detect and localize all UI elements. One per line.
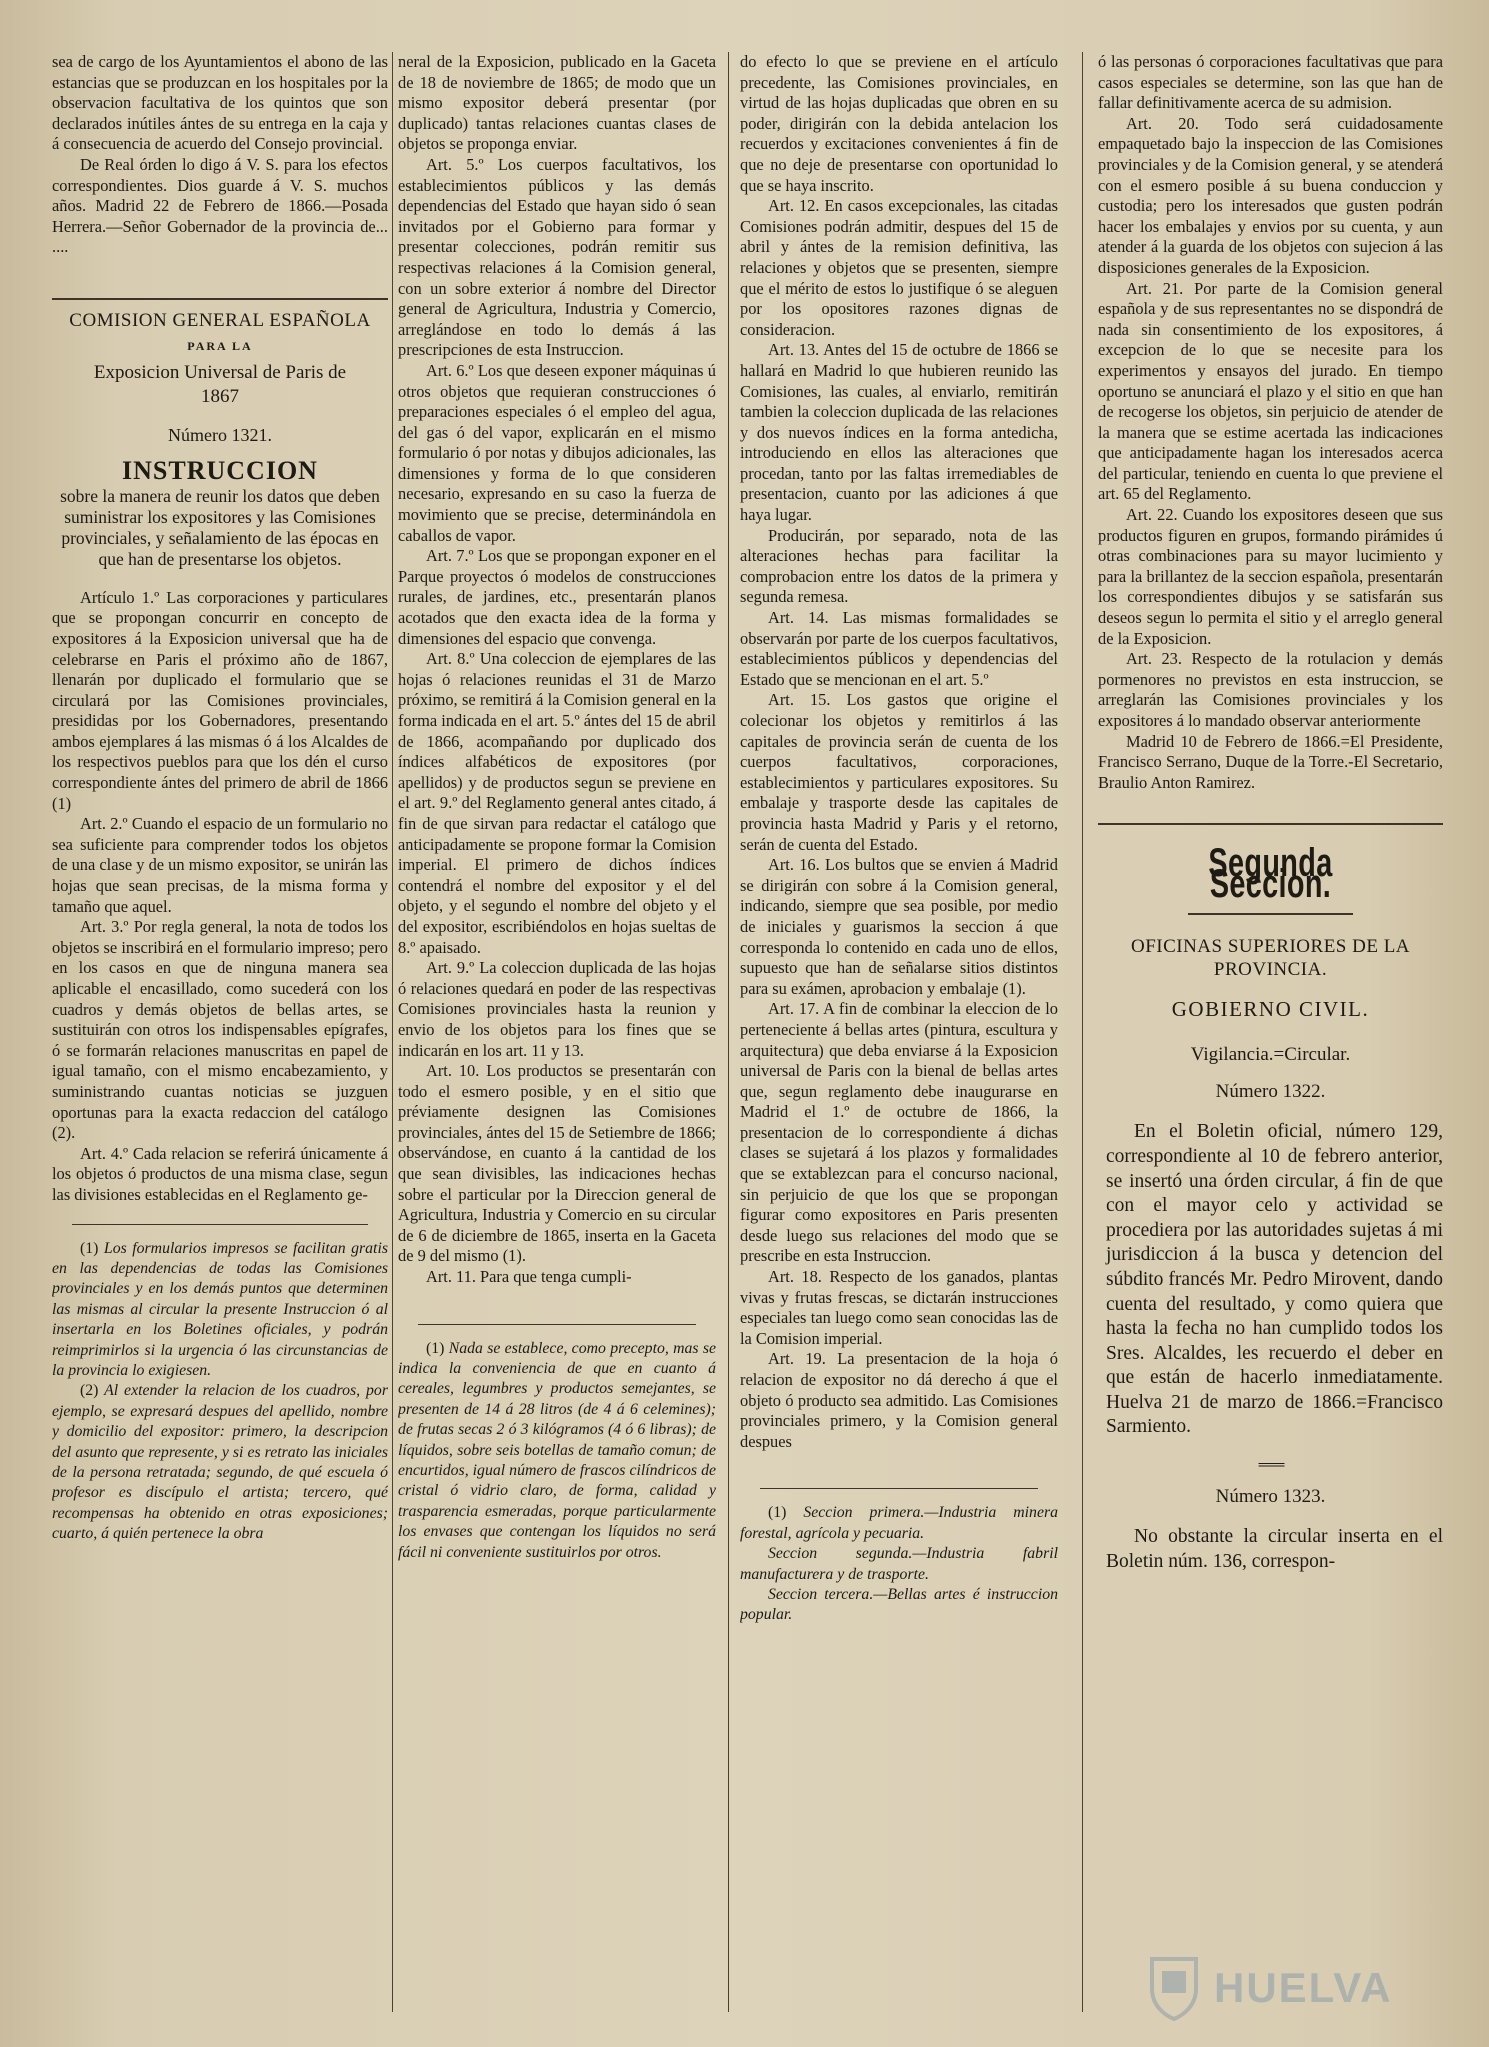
circular-body: En el Boletin oficial, número 129, correspondiente al 10 de febrero anterior, se insertó una órden circular, á fin de que con el mayor celo y actividad se procediera por las autoridades sujetas á mi jurisdiccion á la busca y detencion del súbdito francés Mr. Pedro Mirovent, dando cuenta del resultado, y como quiera que hasta la fecha no han cumplido todos los Sres. Alcaldes, les recuerdo el deber en que están de hacerlo inmediatamente. Huelva 21 de marzo de 1866.=Francisco Sarmiento. [1106,1121,1443,1438]
section-divider [1188,913,1353,915]
paragraph: Producirán, por separado, nota de las alteraciones hechas para facilitar la comprobacion entre los datos de la primera y segunda remesa. [740,525,1058,607]
expo-year: 1867 [201,385,239,407]
article: Art. 7.º Los que se propongan exponer en el Parque proyectos ó modelos de construcciones rurales, de jardines, etc., presentarán planos acotados que den exacta idea de la forma y dimensiones del espacio que convenga. [398,546,716,648]
article: Art. 11. Para que tenga cumpli- [426,1267,632,1287]
footnote [52,1239,388,1382]
column-rule [1082,52,1083,2012]
article: Art. 15. Los gastos que origine el colecionar los objetos y remitirlos á las capitales de provincia serán de cuenta de los cuerpos facultativos, corporaciones, establecimientos y particulares expositores. Su embalaje y trasporte desde las capitales de provincia hasta Madrid y Paris y el retorno, serán de cuenta del Estado. [740,690,1058,854]
stamp-label: HUELVA [1214,1964,1393,2011]
column-3 [740,52,1058,2012]
footnote-text: Seccion primera.—Industria minera forestal, agrícola y pecuaria. [740,1504,1058,1542]
paragraph: do efecto lo que se previene en el artículo precedente, las Comisiones provinciales, en virtud de las hojas duplicadas que obren en su poder, dirigirán con la debida antelacion los recuerdos y excitaciones convenientes á fin de que no deje de presentarse con oportunidad lo que se haya inscrito. [740,52,1058,195]
footnote [52,1381,388,1544]
article: Art. 19. La presentacion de la hoja ó relacion de expositor no dá derecho á que el objeto ó producto sea admitido. Las Comisiones provinciales primero, y la Comision general despues [740,1349,1058,1451]
article: Art. 6.º Los que deseen exponer máquinas ú otros objetos que requieran construcciones ó preparaciones especiales ó el empleo del agua, del gas ó del vapor, explicarán en el mismo formulario ó por notas y dibujos adicionales, las dimensiones y forma de lo que consideren necesario, expresando en su caso la fuerza de movimiento que se precise, determinándola en caballos de vapor. [398,360,716,545]
shield-icon [1148,1955,1200,2021]
section-divider [52,298,388,300]
circular-body: No obstante la circular inserta en el Boletin núm. 136, correspon- [1106,1526,1443,1572]
instruccion-subtitle: sobre la manera de reunir los datos que deben suministrar los expositores y las Comisiones provinciales, y señalamiento de las épocas en que han de presentarse los objetos. [60,485,380,569]
article: Art. 5.º Los cuerpos facultativos, los establecimientos públicos y las demás dependencias del Estado que hayan sido ó sean invitados por el Gobierno para formar y presentar colecciones, podrán remitir sus respectivas relaciones á la Comision general, con un sobre exterior á nombre del Director general de Agricultura, Industria y Comercio, arreglándose en todo lo demás á las prescripciones de esta Instruccion. [398,154,716,360]
oficinas-heading: OFICINAS SUPERIORES DE LA PROVINCIA. [1130,935,1411,980]
vigilancia-heading: Vigilancia.=Circular. [1190,1044,1351,1066]
article: Art. 2.º Cuando el espacio de un formulario no sea suficiente para comprender todos los objetos de una clase y de un mismo expositor, se unirán las hojas que sean precisas, de la misma forma y tamaño que aquel. [52,814,388,916]
article: Art. 14. Las mismas formalidades se observarán por parte de los cuerpos facultativos, establecimientos públicos y dependencias del Estado que se mencionan en el art. 5.º [740,608,1058,689]
section-divider [1098,823,1443,825]
column-2 [398,52,716,2012]
column-4 [1098,52,1443,2012]
document-number: Número 1323. [1215,1485,1326,1507]
footnote-mark: (1) [426,1339,445,1357]
column-1 [52,52,388,2012]
double-rule: ═══ [1258,1458,1283,1474]
article: Art. 21. Por parte de la Comision general española y de sus representantes no se dispondrá de nada sin consentimiento de los expositores, á excepcion de lo que se necesite para los experimentos y ensayos del jurado. En tiempo oportuno se anunciará el plazo y el sitio en que han de recogerse los objetos, sin perjuicio de atender de la manera que se estime acertada las indicaciones que anticipadamente hagan los interesados acerca del particular, teniendo en cuenta lo que previene el art. 65 del Reglamento. [1098,278,1443,504]
footnote [398,1339,716,1563]
document-number: Número 1322. [1215,1080,1326,1102]
column-rule [728,52,729,2012]
footnote-divider [760,1488,1038,1489]
article: Art. 9.º La coleccion duplicada de las hojas ó relaciones quedará en poder de las respectivas Comisiones provinciales hasta la reunion y envio de los objetos para los fines que se indicarán en los art. 11 y 13. [398,958,716,1060]
article: Art. 4.º Cada relacion se referirá únicamente á los objetos ó productos de una misma clase, segun las divisiones establecidas en el Reglamento ge- [52,1143,388,1204]
document-number: Número 1321. [168,424,272,445]
footnote-line: Seccion tercera.—Bellas artes é instruccion popular. [740,1586,1058,1624]
footnote-text: Nada se establece, como precepto, mas se indica la conveniencia de que en cuanto á cereales, legumbres y productos semejantes, se presenten de 14 á 28 litros (de 4 á 6 celemines); de frutas secas 2 ó 3 kilógramos (4 ó 6 libras); de líquidos, sobre seis botellas de tamaño comun; de encurtidos, igual número de frascos cilíndricos de cristal ó vidrio claro, de forma, calidad y trasparencia esmeradas, porque particularmente los envases que contengan los líquidos no será fácil ni conveniente sustituirlos por otros. [398,1339,716,1561]
footnote-text: Al extender la relacion de los cuadros, por ejemplo, se expresará despues del apellido, nombre y domicilio del expositor: primero, la descripcion del asunto que represente, y si es retrato las iniciales de la persona retratada; segundo, de qué escuela ó profesor es discípulo el artista; tercero, qué recompensas ha obtenido en otras exposiciones; cuarto, á quién pertenece la obra [52,1382,388,1543]
footnote-mark: (1) [80,1239,99,1257]
article: Art. 18. Respecto de los ganados, plantas vivas y frutas frescas, se dictarán instrucciones especiales tan luego como sean conocidas las de la Comision imperial. [740,1267,1058,1348]
para-la-label: PARA LA [187,338,253,353]
footnote-divider [418,1324,696,1325]
article: Art. 23. Respecto de la rotulacion y demás pormenores no previstos en esta instruccion, se arreglarán las Comisiones provinciales y los expositores á lo mandado observar anteriormente [1098,649,1443,730]
article: Art. 12. En casos excepcionales, las citadas Comisiones podrán admitir, despues del 15 de abril y ántes de la remision definitiva, las relaciones y objetos que se presenten, siempre que el mérito de estos lo justifique ó se aleguen por los opositores razones dignas de consideracion. [740,196,1058,339]
article: Art. 20. Todo será cuidadosamente empaquetado bajo la inspeccion de las Comisiones provinciales y de la Comision general, y se atenderá con el esmero posible á su buena conduccion y custodia; pero los interesados que gusten podrán hacer los embalajes y envios por su cuenta, y aun atender á la guarda de los objetos con sujecion á las disposiciones generales de la Exposicion. [1098,113,1443,277]
comision-title: COMISION GENERAL ESPAÑOLA [69,309,371,331]
article: Art. 17. A fin de combinar la eleccion de lo perteneciente á bellas artes (pintura, escultura y arquitectura) que deba enviarse á la Exposicion universal de Paris con la bienal de bellas artes que, segun reglamento debe inaugurarse en Madrid el 1.º de octubre de 1866, la presentacion de lo correspondiente á dichas clases se sujetará á los plazos y formalidades que se extablezcan para el concurso nacional, sin perjuicio de que los que se propongan figurar como expositores en Paris presenten desde luego sus relaciones del modo que se prescribe en esta Instruccion. [740,999,1058,1266]
paragraph: ó las personas ó corporaciones facultativas que para casos especiales se determine, son las que han de fallar definitivamente acerca de su admision. [1098,52,1443,113]
footnote [740,1503,1058,1544]
signature: Madrid 10 de Febrero de 1866.=El Presidente, Francisco Serrano, Duque de la Torre.-El Secretario, Braulio Anton Ramirez. [1098,731,1443,792]
paragraph: neral de la Exposicion, publicado en la Gaceta de 18 de noviembre de 1865; de modo que un mismo expositor deberá presentar (por duplicado) tantas relaciones cuantas clases de objetos se proponga enviar. [398,52,716,154]
paragraph: De Real órden lo digo á V. S. para los efectos correspondientes. Dios guarde á V. S. muchos años. Madrid 22 de Febrero de 1866.—Posada Herrera.—Señor Gobernador de la provincia de... .... [52,154,388,257]
footnote-divider [72,1224,368,1225]
footnote-text: Los formularios impresos se facilitan gratis en las dependencias de todas las Comisiones provinciales y en los demás puntos que determinen las mismas al circular la presente Instruccion ó al insertarla en los Boletines oficiales, y podrán reimprimirlos si la urgencia ó las circunstancias de la provincia lo exigiesen. [52,1239,388,1379]
instruccion-heading: INSTRUCCION [122,456,318,486]
article: Art. 22. Cuando los expositores deseen que sus productos figuren en grupos, formando pirámides ú otras combinaciones para su mayor lucimiento y para la brillantez de la seccion española, presentarán los correspondientes dibujos y se satisfarán sus deseos segun lo permita el sitio y el arreglo general de la Exposicion. [1098,505,1443,648]
footnote-mark: (1) [768,1504,787,1522]
article: Art. 10. Los productos se presentarán con todo el esmero posible, y en el sitio que préviamente designen las Comisiones provinciales, ántes del 15 de Setiembre de 1866; observándose, en cuanto á la cantidad de los que sean divisibles, las indicaciones hechas sobre el particular por la Direccion general de Agricultura, Industria y Comercio en su circular de 6 de diciembre de 1865, inserta en la Gaceta de 9 del mismo (1). [398,1061,716,1266]
footnote-mark: (2) [80,1382,99,1400]
gobierno-heading: GOBIERNO CIVIL. [1171,996,1370,1021]
library-stamp [1148,1948,1448,2028]
expo-title: Exposicion Universal de Paris de [93,361,347,383]
article: Art. 8.º Una coleccion de ejemplares de las hojas ó relaciones reunidas el 31 de Marzo próximo, se remitirá á la Comision general en la forma indicada en el art. 5.º ántes del 15 de abril de 1866, acompañando por duplicado dos índices alfabéticos de expositores (por apellidos) y de productos segun se previene en el art. 9.º del Reglamento general antes citado, á fin de que sirvan para redactar el catálogo que anticipadamente se propone formar la Comision imperial. El primero de dichos índices contendrá el nombre del expositor y el del objeto, y el segundo el nombre del objeto y el del expositor, escribiéndolos en hojas sueltas de 8.º apaisado. [398,649,716,957]
column-rule [392,52,393,2012]
paragraph: sea de cargo de los Ayuntamientos el abono de las estancias que se produzcan en los hospitales por la observacion facultativa de los quintos que son declarados inútiles ántes de su entrega en la caja y á consecuencia de acuerdo del Consejo provincial. [52,52,388,154]
article: Art. 16. Los bultos que se envien á Madrid se dirigirán con sobre á la Comision general, indicando, siempre que sea posible, por medio de iniciales y guarismos la seccion á que corresponda lo contenido en cada uno de ellos, supuesto que han de señalarse sitios distintos para su exámen, aprobacion y embalaje (1). [740,855,1058,998]
article: Art. 13. Antes del 15 de octubre de 1866 se hallará en Madrid lo que hubieren reunido las Comisiones, las cuales, al enviarlo, remitirán tambien la coleccion duplicada de las relaciones y dos nuevos índices en la forma antedicha, introduciendo en ellos las alteraciones que procedan, tanto por las faltas irremediables de presentacion, cuanto por las adiciones á que haya lugar. [740,340,1058,525]
footnote-line: Seccion segunda.—Industria fabril manufacturera y de trasporte. [740,1545,1058,1583]
article: Artículo 1.º Las corporaciones y particulares que se propongan concurrir en concepto de expositores á la Exposicion universal que ha de celebrarse en Paris el próximo año de 1867, llenarán por duplicado el formulario que se circulará por las Comisiones provinciales, presididas por los Gobernadores, presentando ambos ejemplares á las mismas ó á los Alcaldes de los respectivos pueblos para que los dén el curso correspondiente ántes del primero de abril de 1866 (1) [52,587,388,813]
section-heading: Segunda Seccion. [1208,841,1333,906]
article: Art. 3.º Por regla general, la nota de todos los objetos se inscribirá en el formulario impreso; pero en los casos en que de ninguna manera sea aplicable el encasillado, como sucederá con los cuadros y demás objetos de bellas artes, se sustituirán con otros los indispensables epígrafes, ó se formarán relaciones manuscritas en papel de igual tamaño, con el mismo encabezamiento, y suministrando cuantas noticias se juzguen oportunas para la exacta redaccion del catálogo (2). [52,917,388,1143]
